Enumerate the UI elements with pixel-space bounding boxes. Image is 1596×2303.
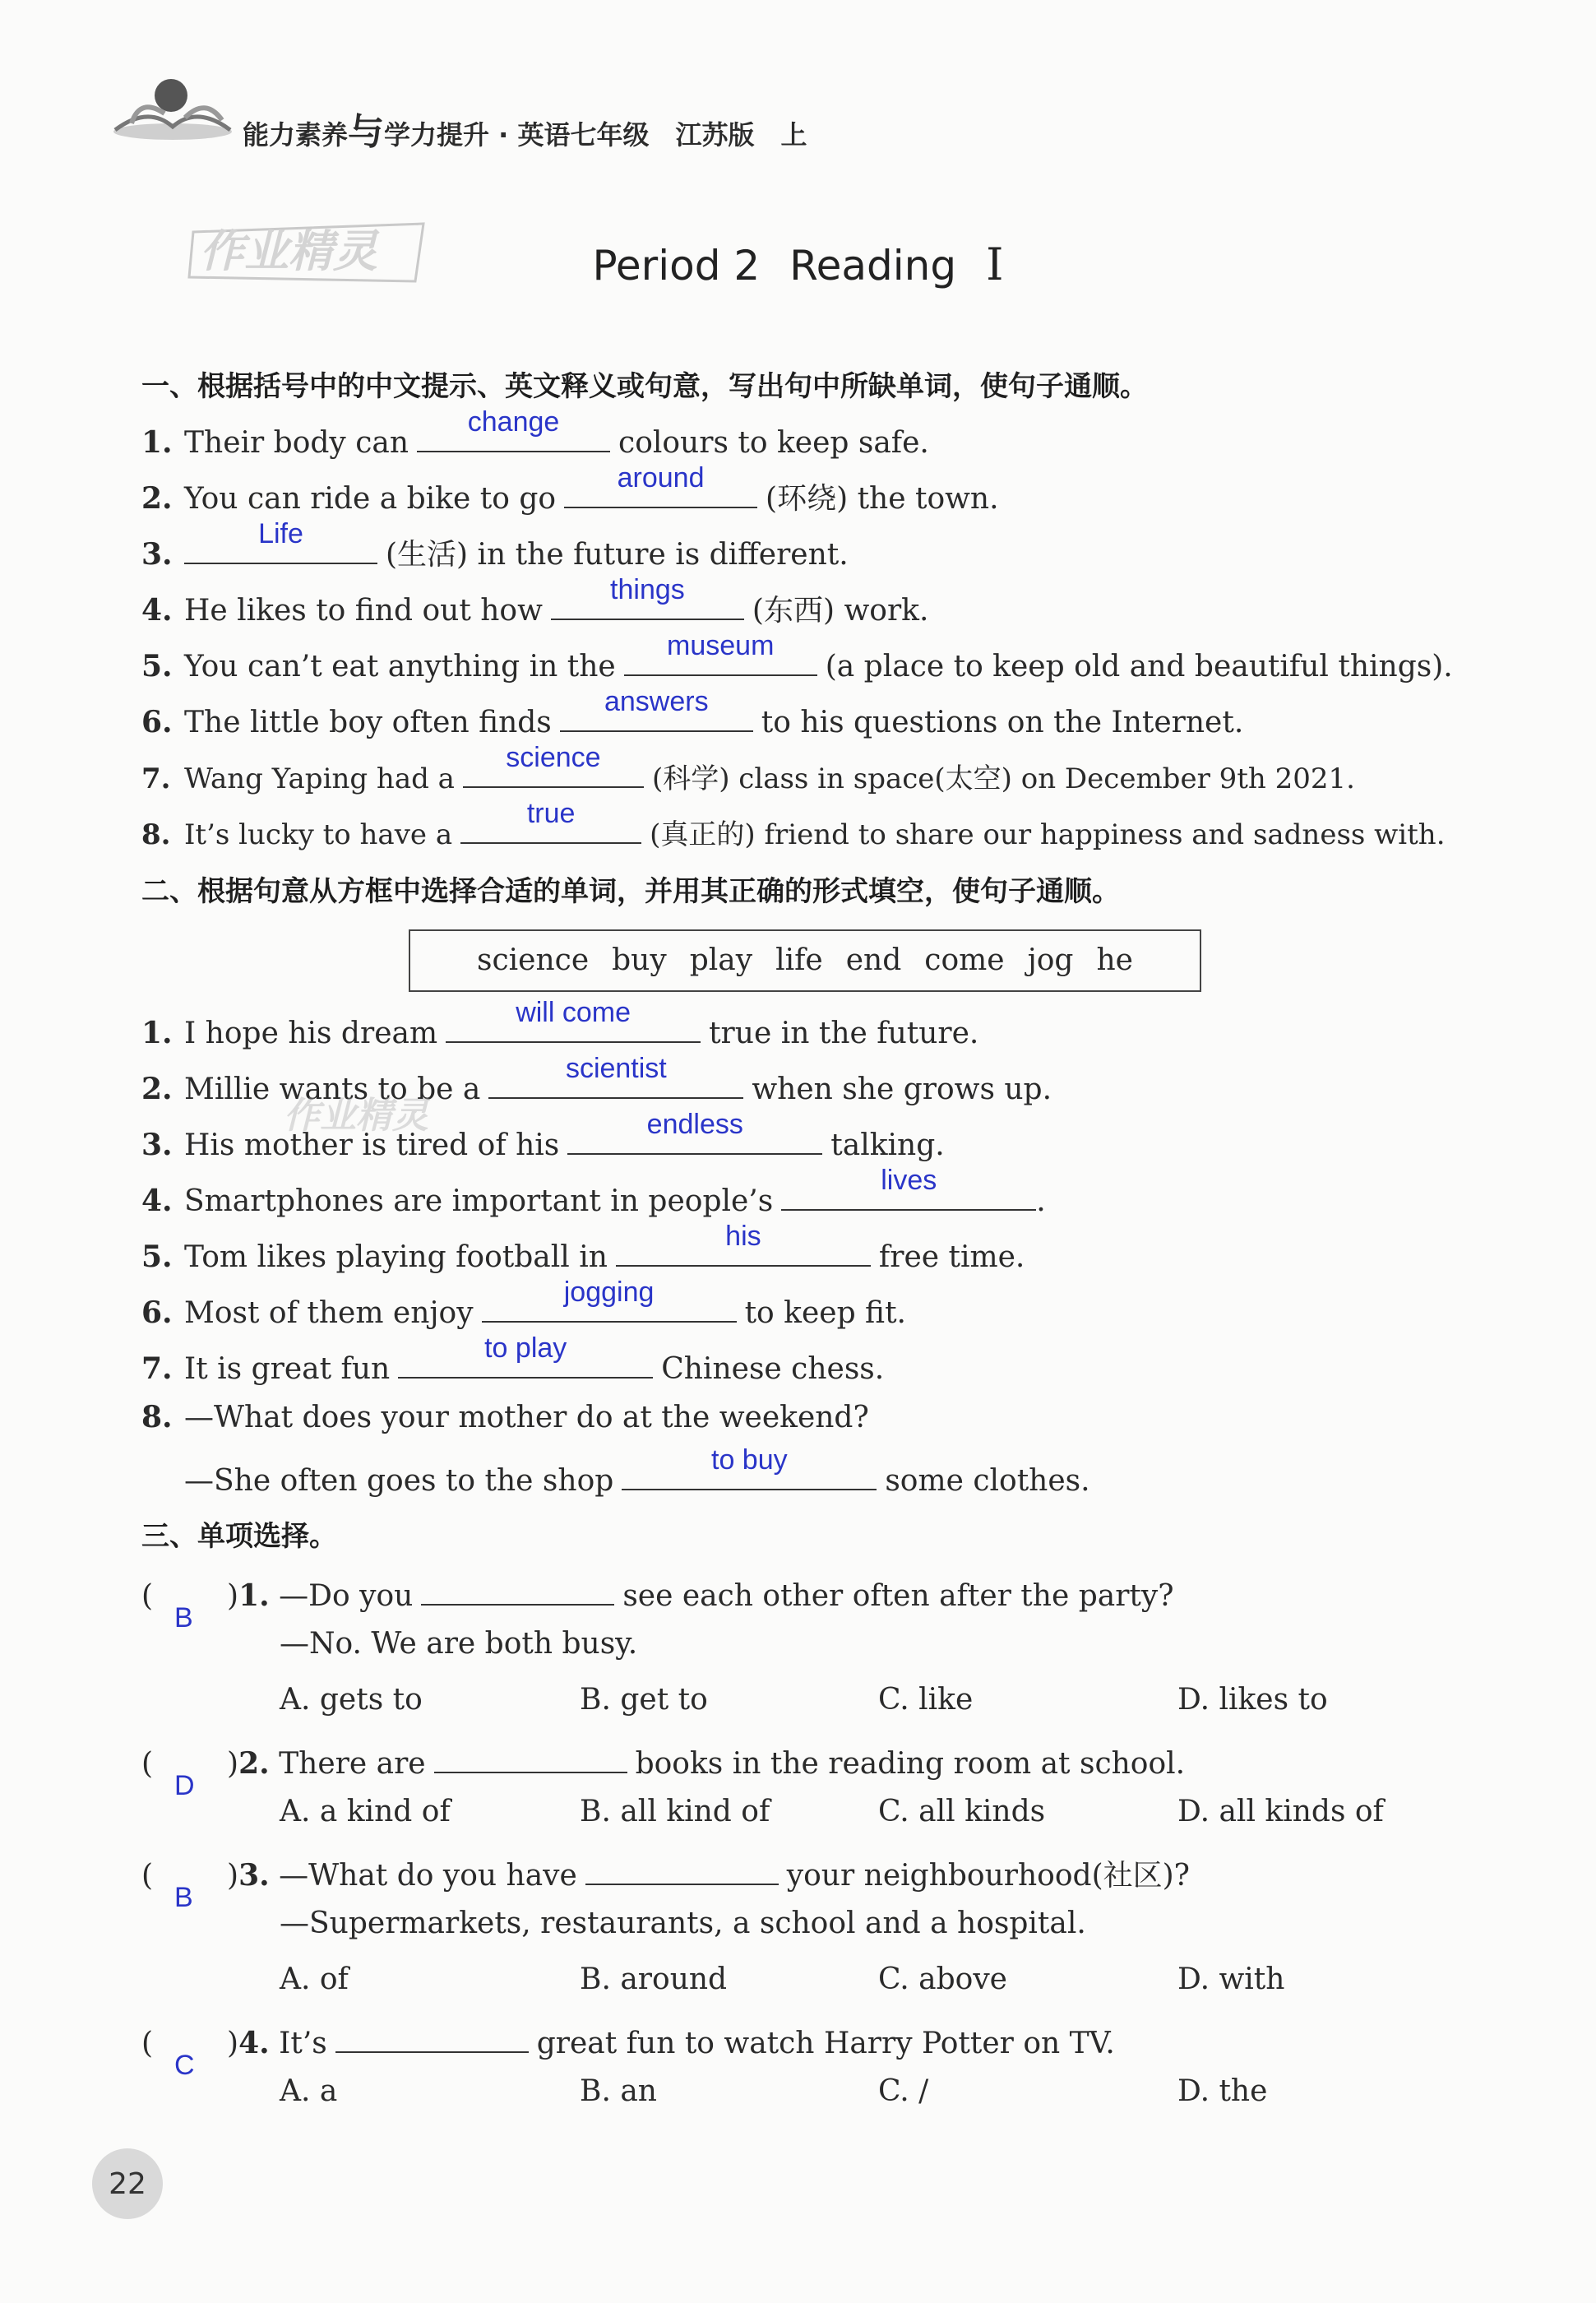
word-box: science buy play life end come jog he	[409, 929, 1201, 992]
s1-item-3: 3. Life (生活) in the future is different.	[141, 518, 849, 572]
answer-blank[interactable]: change	[417, 418, 610, 452]
s1-item-8: 8. It’s lucky to have a true (真正的) friend to share our happiness and sadness with.	[141, 798, 1446, 851]
option-b[interactable]: B. get to	[580, 1683, 708, 1717]
answer-blank[interactable]	[434, 1739, 627, 1773]
mc-question-1: ( B )1. —Do you see each other often after the party?	[141, 1571, 1174, 1613]
page-title: Period 2 Reading Ⅰ	[592, 239, 1004, 290]
option-c[interactable]: C. all kinds	[878, 1795, 1046, 1828]
mc-question-3: ( B )3. —What do you have your neighbourhood(社区)?	[141, 1851, 1190, 1894]
option-c[interactable]: C. like	[878, 1683, 974, 1717]
mc-question-4: ( C )4. It’s great fun to watch Harry Potter on TV.	[141, 2018, 1115, 2060]
option-a[interactable]: A. a kind of	[280, 1795, 451, 1828]
answer-blank[interactable]: lives	[781, 1176, 1036, 1211]
answer-blank[interactable]: his	[616, 1232, 871, 1267]
section1-heading: 一、根据括号中的中文提示、英文释义或句意，写出句中所缺单词，使句子通顺。	[141, 370, 1148, 403]
answer-blank[interactable]: to play	[398, 1344, 653, 1379]
option-b[interactable]: B. all kind of	[580, 1795, 770, 1828]
s2-item-8: 8. —What does your mother do at the weekend?	[141, 1400, 869, 1434]
section2-heading: 二、根据句意从方框中选择合适的单词，并用其正确的形式填空，使句子通顺。	[141, 875, 1120, 908]
answer-blank[interactable]	[585, 1851, 779, 1885]
section3-heading: 三、单项选择。	[141, 1520, 337, 1553]
answer-blank[interactable]: science	[463, 753, 644, 788]
answer-blank[interactable]	[421, 1571, 614, 1606]
mc-reply-3: —Supermarkets, restaurants, a school and a hospital.	[280, 1907, 1086, 1940]
option-b[interactable]: B. an	[580, 2074, 657, 2108]
answer-blank[interactable]	[335, 2018, 529, 2053]
answer-blank[interactable]: answers	[560, 697, 753, 732]
answer-blank[interactable]: museum	[624, 642, 817, 676]
option-c[interactable]: C. /	[878, 2074, 929, 2108]
answer-blank[interactable]: scientist	[488, 1064, 743, 1099]
mc-question-2: ( D )2. There are books in the reading room at school.	[141, 1739, 1185, 1781]
answer-blank[interactable]: jogging	[482, 1288, 737, 1323]
book-logo-icon	[107, 72, 238, 146]
option-a[interactable]: A. gets to	[280, 1683, 423, 1717]
answer-blank[interactable]: will come	[446, 1008, 701, 1043]
s2-item-3: 3. His mother is tired of his endless talking.	[141, 1109, 945, 1162]
option-b[interactable]: B. around	[580, 1962, 728, 1996]
option-d[interactable]: D. with	[1177, 1962, 1285, 1996]
answer-blank[interactable]: to buy	[622, 1456, 877, 1490]
watermark: 作业精灵	[284, 1095, 428, 1137]
option-d[interactable]: D. all kinds of	[1177, 1795, 1384, 1828]
option-d[interactable]: D. likes to	[1177, 1683, 1328, 1717]
option-a[interactable]: A. of	[280, 1962, 349, 1996]
option-c[interactable]: C. above	[878, 1962, 1007, 1996]
page-header	[107, 72, 1587, 153]
s2-item-1: 1. I hope his dream will come true in the future.	[141, 997, 979, 1050]
option-d[interactable]: D. the	[1177, 2074, 1268, 2108]
answer-blank[interactable]: endless	[567, 1120, 822, 1155]
s2-item-2: 2. Millie wants to be a scientist when she grows up.	[141, 1053, 1052, 1106]
s2-item-7: 7. It is great fun to play Chinese chess.	[141, 1332, 885, 1386]
s2-item-5: 5. Tom likes playing football in his free time.	[141, 1221, 1025, 1274]
option-a[interactable]: A. a	[280, 2074, 338, 2108]
s1-item-7: 7. Wang Yaping had a science (科学) class in space(太空) on December 9th 2021.	[141, 742, 1355, 795]
s1-item-6: 6. The little boy often finds answers to his questions on the Internet.	[141, 686, 1244, 739]
answer-blank[interactable]: true	[460, 809, 641, 844]
answer-blank[interactable]: things	[551, 586, 744, 620]
page-number: 22	[92, 2148, 163, 2219]
s1-item-1: 1. Their body can change colours to keep safe.	[141, 406, 929, 460]
answer-blank[interactable]: around	[564, 474, 757, 508]
s2-item-4: 4. Smartphones are important in people’s lives .	[141, 1165, 1046, 1218]
svg-text:作业精灵: 作业精灵	[200, 225, 377, 277]
s1-item-4: 4. He likes to find out how things (东西) work.	[141, 574, 929, 628]
answer-blank[interactable]: Life	[184, 530, 377, 564]
s1-item-5: 5. You can’t eat anything in the museum (a place to keep old and beautiful things).	[141, 630, 1453, 683]
s1-item-2: 2. You can ride a bike to go around (环绕) the town.	[141, 462, 999, 516]
book-title: 能力素养与学力提升 · 英语七年级 江苏版 上	[243, 111, 807, 153]
s2-item-8-reply: —She often goes to the shop to buy some clothes.	[184, 1444, 1090, 1498]
mc-reply-1: —No. We are both busy.	[280, 1627, 638, 1661]
s2-item-6: 6. Most of them enjoy jogging to keep fit.	[141, 1277, 906, 1330]
